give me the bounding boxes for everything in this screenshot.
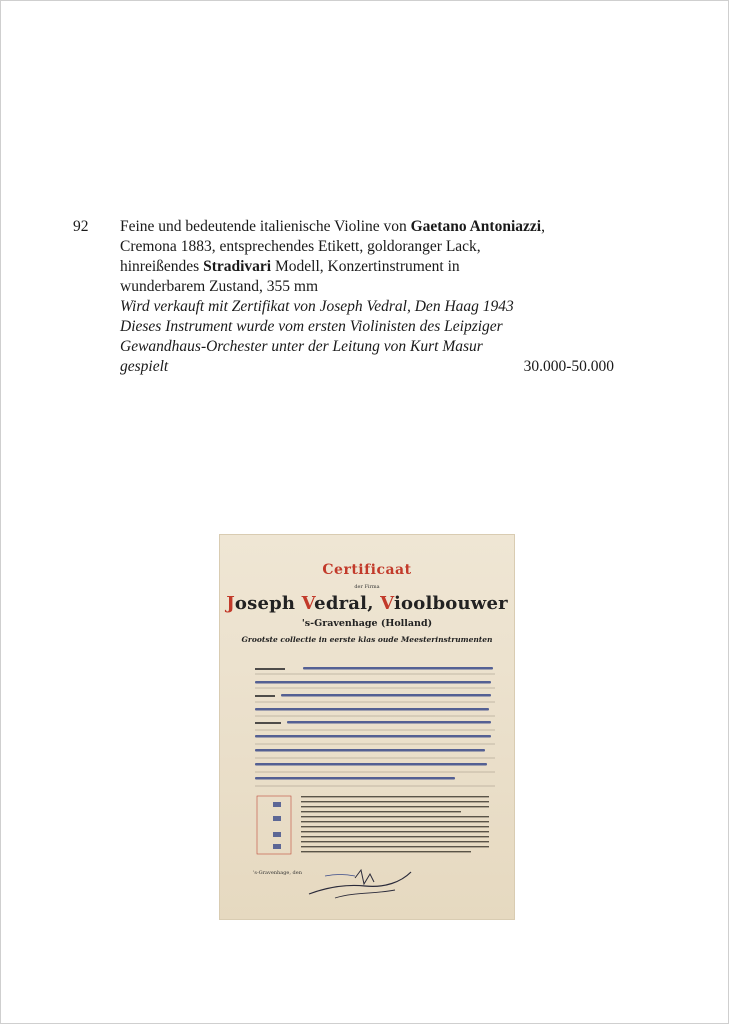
lot-price-line xyxy=(120,357,618,377)
model-name: Stradivari xyxy=(203,258,272,275)
certificate-image xyxy=(219,534,515,920)
lot-number: 92 xyxy=(73,218,89,235)
certificate-title: Certificaat xyxy=(322,562,412,578)
lot-line-1-text: Feine und bedeutende italienische Violine von xyxy=(120,218,411,235)
firm-text-1: oseph xyxy=(234,593,302,614)
certificate-city: 's-Gravenhage (Holland) xyxy=(301,618,433,629)
firm-initial-v1: V xyxy=(301,593,315,614)
lot-line-4: wunderbarem Zustand, 355 mm xyxy=(120,278,319,295)
certificate-der-firma: der Firma xyxy=(354,584,380,590)
firm-text-2: edral, xyxy=(314,593,381,614)
lot-line-3-rest: Modell, Konzertinstrument in xyxy=(271,258,460,275)
lot-estimate: 30.000-50.000 xyxy=(523,358,614,375)
lot-italic-3: Gewandhaus-Orchester unter der Leitung von Kurt Masur xyxy=(120,338,483,355)
certificate-subtitle: Grootste collectie in eerste klas oude Meesterinstrumenten xyxy=(241,635,493,644)
lot-italic-1: Wird verkauft mit Zertifikat von Joseph Vedral, Den Haag 1943 xyxy=(120,298,514,315)
lot-line-1 xyxy=(120,217,618,237)
lot-entry xyxy=(73,217,618,377)
lot-line-1-comma: , xyxy=(541,218,545,235)
lot-line-3 xyxy=(120,257,618,277)
signature-icon xyxy=(305,864,415,904)
firm-initial-v2: V xyxy=(380,593,394,614)
certificate-handwriting xyxy=(255,660,495,790)
lot-italic-4: gespielt xyxy=(120,358,169,375)
firm-initial-j: J xyxy=(226,593,235,614)
maker-name: Gaetano Antoniazzi xyxy=(410,218,542,235)
lot-line-2: Cremona 1883, entsprechendes Etikett, goldoranger Lack, xyxy=(120,238,481,255)
lot-description xyxy=(120,217,618,377)
lot-line-3-text: hinreißendes xyxy=(120,258,204,275)
certificate-footer-place: 's-Gravenhage, den xyxy=(253,870,302,876)
certificate-firm-name xyxy=(219,593,515,614)
certificate-conditions xyxy=(255,794,491,864)
firm-text-3: ioolbouwer xyxy=(394,593,508,614)
lot-italic-2: Dieses Instrument wurde vom ersten Violinisten des Leipziger xyxy=(120,318,503,335)
